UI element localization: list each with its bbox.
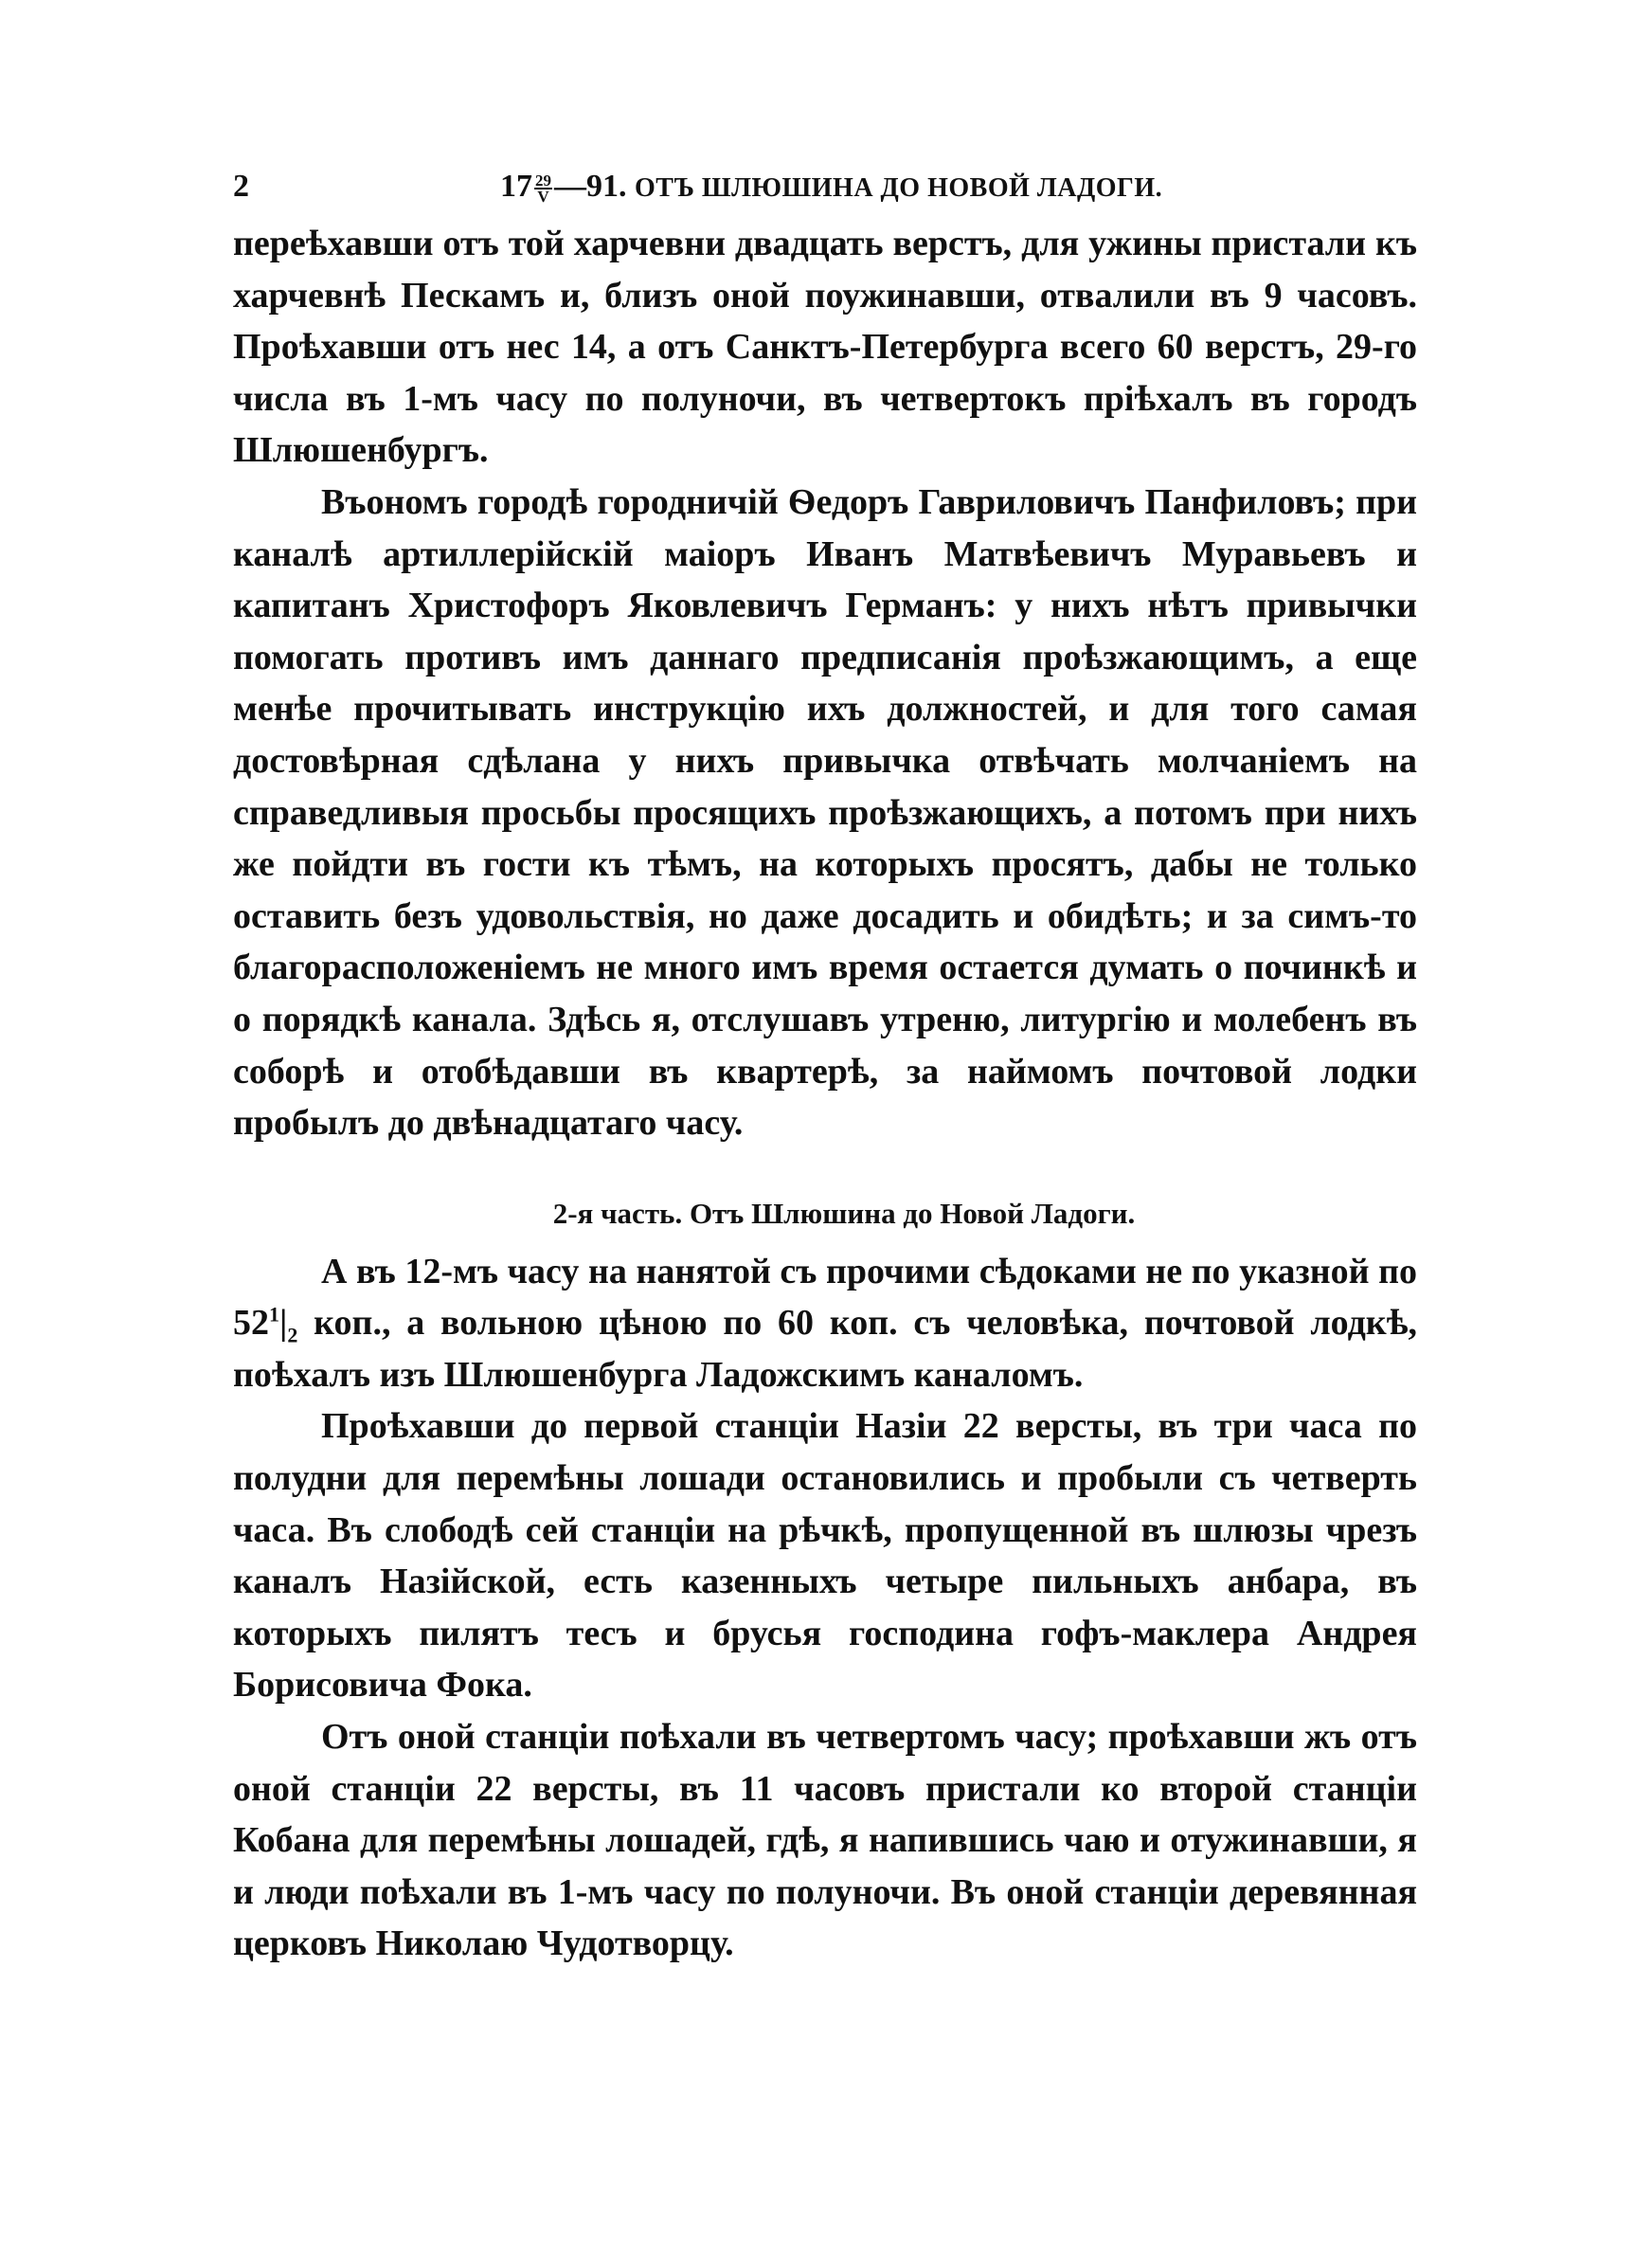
fraction-numerator: 29 <box>535 172 551 190</box>
paragraph-town-officials: Въономъ городѣ городничій Ѳедоръ Гавриловичъ Панфиловъ; при каналѣ артиллерійскій маіоръ Иванъ Матвѣевичъ Муравьевъ и капитанъ Христофоръ Яковлевичъ Германъ: у нихъ нѣтъ привычки помогать противъ имъ даннаго предписанія проѣзжающимъ, а еще менѣе прочитывать инструкцію ихъ должностей, и для того самая достовѣрная сдѣлана у нихъ привычка отвѣчать молчаніемъ на справедливыя просьбы просящихъ проѣзжающихъ, а потомъ при нихъ же пойдти въ гости къ тѣмъ, на которыхъ просятъ, дабы не только оставить безъ удовольствія, но даже досадить и обидѣть; и за симъ-то благорасположеніемъ не много имъ время остается думать о починкѣ и о порядкѣ канала. Здѣсь я, отслушавъ утреню, литургію и молебенъ въ соборѣ и отобѣдавши въ квартерѣ, за наймомъ почтовой лодки пробылъ до двѣнадцатаго часу. <box>233 481 1417 1144</box>
paragraph-kobana-station: Отъ оной станціи поѣхали въ четвертомъ часу; проѣхавши жъ отъ оной станціи 22 версты, въ 11 часовъ пристали ко второй станціи Кобана для перемѣны лошадей, гдѣ, я напившись чаю и отужинавши, я и люди поѣхали въ 1-мъ часу по полуночи. Въ оной станціи деревянная церковъ Николаю Чудотворцу. <box>233 1717 1417 1964</box>
paragraph-continued: переѣхавши отъ той харчевни двадцать верстъ, для ужины пристали къ харчевнѣ Пескамъ и, близъ оной поужинавши, отвалили въ 9 часовъ. Проѣхавши отъ нес 14, а отъ Санктъ-Петербурга всего 60 верстъ, 29-го числа въ 1-мъ часу по полуночи, въ четвертокъ пріѣхалъ въ городъ Шлюшенбургъ. <box>233 224 1417 471</box>
section-heading: 2-я часть. Отъ Шлюшина до Новой Ладоги. <box>552 1196 1136 1230</box>
chapter-title: ОТЪ ШЛЮШИНА ДО НОВОЙ ЛАДОГИ. <box>635 173 1163 203</box>
running-head <box>233 169 1417 218</box>
fraction-subscript: 2 <box>287 1323 298 1347</box>
text-fragment: А въ 12-мъ часу на нанятой съ прочими сѣдоками не по указной по 52 <box>233 1251 1417 1344</box>
year-end: —91. <box>554 169 627 204</box>
page-number: 2 <box>233 169 249 204</box>
fraction-superscript: 1 <box>269 1302 279 1327</box>
year-start: 17 <box>500 169 532 204</box>
date-fraction <box>534 172 552 207</box>
fraction-separator: | <box>279 1303 288 1344</box>
paragraph-departure <box>233 1246 1417 1401</box>
running-title <box>500 169 1162 205</box>
text-fragment: коп., а вольною цѣною по 60 коп. съ человѣка, почтовой лодкѣ, поѣхалъ изъ Шлюшенбурга Ладожскимъ каналомъ. <box>233 1303 1417 1395</box>
fraction-denominator: V <box>537 188 549 207</box>
paragraph-nazia-station: Проѣхавши до первой станціи Назіи 22 версты, въ три часа по полудни для перемѣны лошади остановились и пробыли съ четверть часа. Въ слободѣ сей станціи на рѣчкѣ, пропущенной въ шлюзы чрезъ каналъ Назійской, есть казенныхъ четыре пильныхъ анбара, въ которыхъ пилятъ тесъ и брусья господина гофъ-маклера Андрея Борисовича Фока. <box>233 1406 1417 1706</box>
book-page <box>233 169 1417 1970</box>
